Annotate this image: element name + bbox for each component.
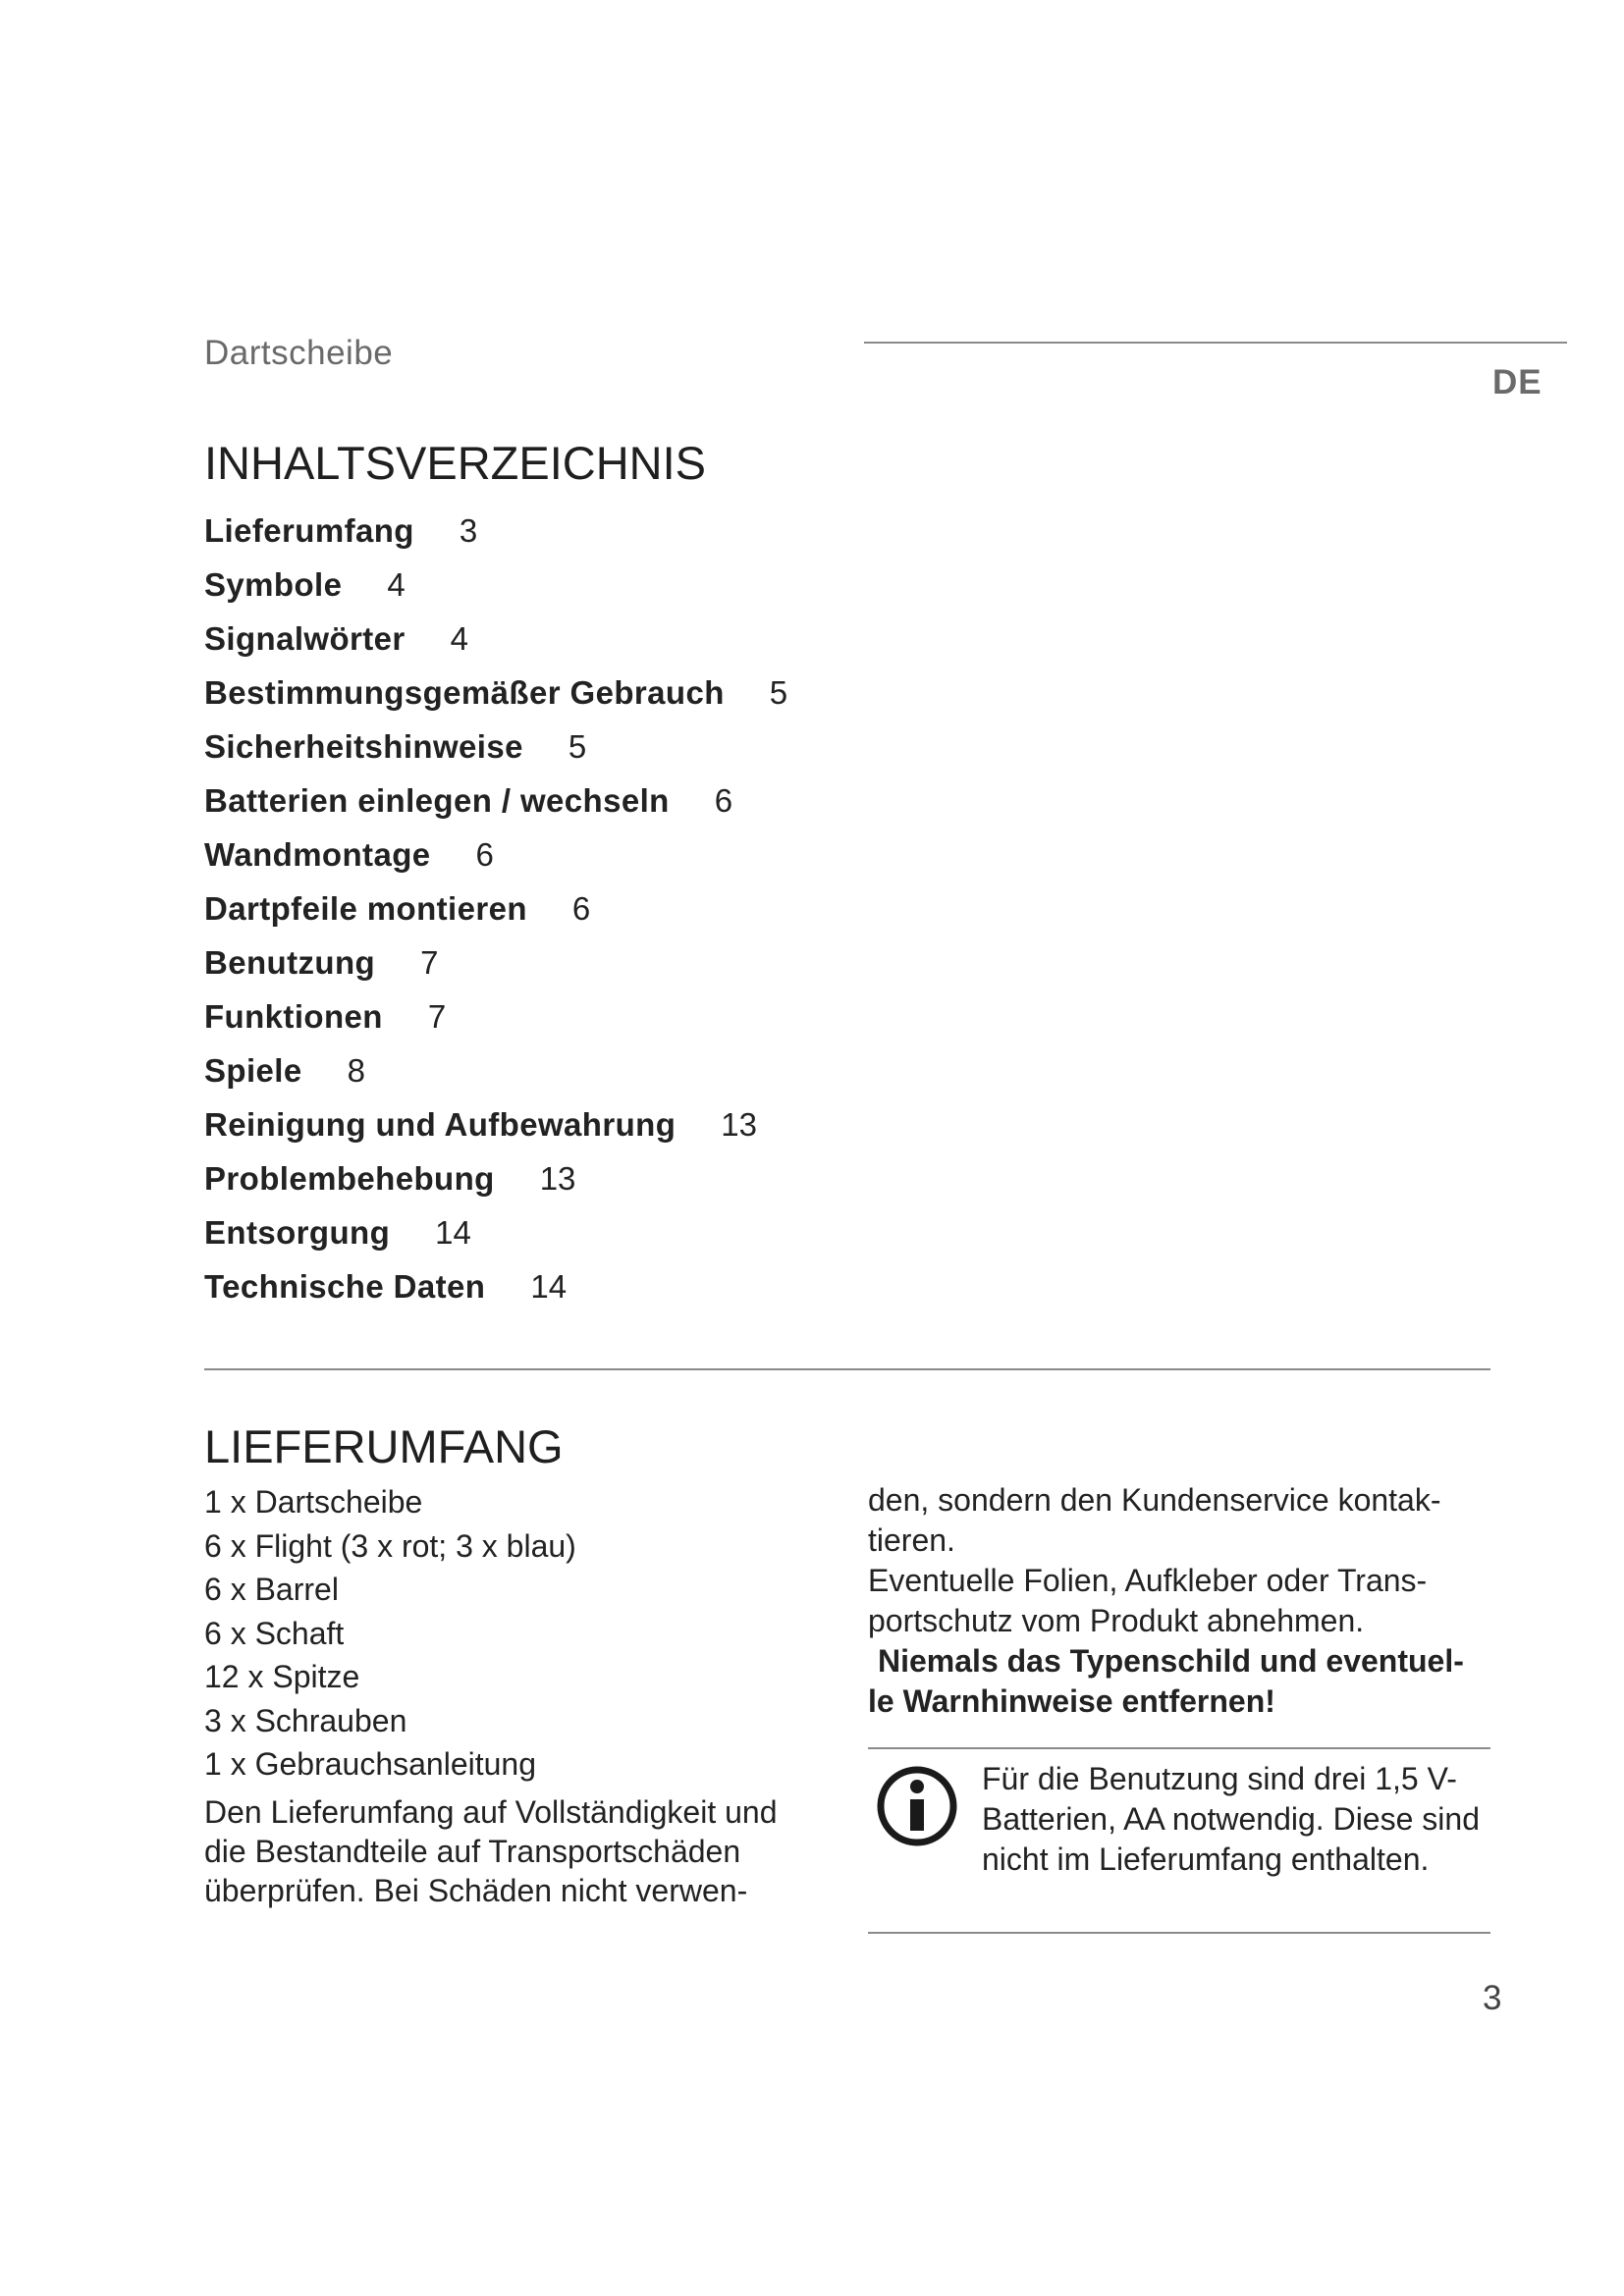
toc-item[interactable] [204, 1261, 787, 1315]
document-title: Dartscheibe [204, 334, 394, 372]
section-heading: LIEFERUMFANG [204, 1420, 564, 1472]
list-item: 6 x Schaft [204, 1615, 345, 1651]
toc-item-title: Reinigung und Aufbewahrung [204, 1106, 677, 1143]
toc-item[interactable] [204, 775, 787, 829]
toc-item-page: 6 [571, 890, 591, 927]
list-item: 1 x Gebrauchsanleitung [204, 1746, 536, 1782]
header-divider [864, 342, 1567, 344]
toc-item[interactable] [204, 506, 787, 560]
check-paragraph: Den Lieferumfang auf Vollständigkeit und die Bestandteile auf Transportschäden überprüfen. Bei Schäden nicht verwen- [204, 1794, 778, 1908]
section-divider [204, 1368, 1490, 1370]
toc-item-page: 5 [769, 674, 788, 711]
toc-item-title: Batterien einlegen / wechseln [204, 782, 670, 819]
toc-item[interactable] [204, 560, 787, 614]
toc-item[interactable] [204, 829, 787, 883]
info-box [868, 1747, 1490, 1934]
list-item: 1 x Dartscheibe [204, 1484, 423, 1520]
warning-line-1: Niemals das Typenschild und eventuel- [878, 1643, 1464, 1679]
toc-heading: INHALTSVERZEICHNIS [204, 437, 706, 489]
list-item: 12 x Spitze [204, 1659, 360, 1694]
toc-item-title: Bestimmungsgemäßer Gebrauch [204, 674, 725, 711]
removal-paragraph: Eventuelle Folien, Aufkleber oder Trans- portschutz vom Produkt abnehmen. [868, 1563, 1428, 1638]
toc-item-page: 7 [427, 998, 447, 1035]
toc-item[interactable] [204, 1099, 787, 1153]
toc-item-title: Symbole [204, 566, 343, 603]
right-column [868, 1480, 1496, 1722]
toc-list [204, 506, 787, 1315]
toc-item[interactable] [204, 1207, 787, 1261]
toc-item[interactable] [204, 667, 787, 721]
toc-item-page: 3 [459, 512, 478, 549]
toc-item-page: 13 [721, 1106, 757, 1143]
info-icon [876, 1765, 958, 1847]
continuation-paragraph: den, sondern den Kundenservice kontak- tieren. [868, 1482, 1441, 1558]
list-item: 3 x Schrauben [204, 1702, 407, 1738]
list-item: 6 x Barrel [204, 1572, 339, 1607]
list-item: 6 x Flight (3 x rot; 3 x blau) [204, 1527, 576, 1564]
toc-item[interactable] [204, 1153, 787, 1207]
toc-item[interactable] [204, 883, 787, 937]
toc-item-title: Technische Daten [204, 1268, 486, 1305]
toc-item[interactable] [204, 614, 787, 667]
toc-item-title: Signalwörter [204, 620, 406, 657]
toc-item-title: Sicherheitshinweise [204, 728, 523, 765]
info-text: Für die Benutzung sind drei 1,5 V-Batterien, AA notwendig. Diese sind nicht im Lieferumfang enthalten. [982, 1761, 1480, 1877]
toc-item-page: 5 [568, 728, 587, 765]
toc-item-title: Lieferumfang [204, 512, 414, 549]
page-number: 3 [1483, 1979, 1502, 2017]
language-badge: DE [1492, 363, 1543, 401]
scope-list [204, 1480, 576, 1787]
toc-item[interactable] [204, 937, 787, 991]
toc-item-page: 14 [530, 1268, 568, 1305]
toc-item-title: Wandmontage [204, 836, 431, 873]
toc-item-page: 4 [450, 620, 469, 657]
toc-item-title: Dartpfeile montieren [204, 890, 527, 927]
warning-line-2: le Warnhinweise entfernen! [868, 1683, 1275, 1719]
toc-item-page: 8 [347, 1052, 365, 1089]
toc-item-page: 6 [714, 782, 733, 819]
toc-item-page: 7 [420, 944, 439, 981]
toc-item[interactable] [204, 991, 787, 1045]
toc-item-page: 14 [435, 1214, 471, 1251]
toc-item-page: 4 [387, 566, 406, 603]
toc-item-title: Funktionen [204, 998, 383, 1035]
toc-item-title: Benutzung [204, 944, 376, 981]
toc-item-page: 13 [539, 1160, 576, 1197]
toc-item-page: 6 [475, 836, 494, 873]
toc-item-title: Entsorgung [204, 1214, 391, 1251]
toc-item[interactable] [204, 721, 787, 775]
toc-item[interactable] [204, 1045, 787, 1099]
toc-item-title: Problembehebung [204, 1160, 495, 1197]
toc-item-title: Spiele [204, 1052, 302, 1089]
